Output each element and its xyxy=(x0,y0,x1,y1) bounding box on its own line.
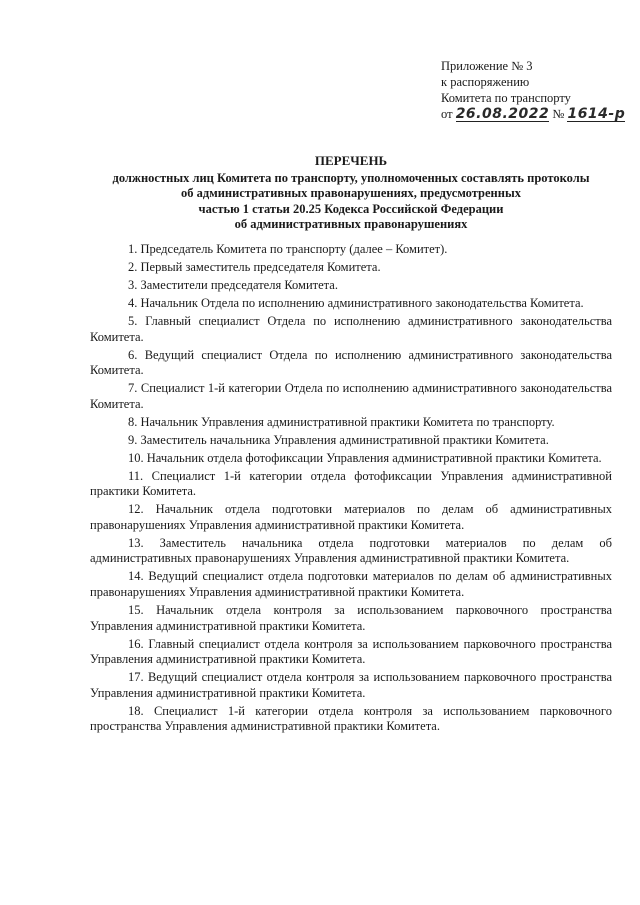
list-item: 15. Начальник отдела контроля за использованием парковочного пространства Управления административной практики Комитета. xyxy=(90,602,612,633)
handwritten-number: 1614-р xyxy=(567,106,626,122)
list-item: 12. Начальник отдела подготовки материалов по делам об административных правонарушениях Управления административной практики Комитета. xyxy=(90,502,612,532)
officials-list xyxy=(90,242,612,737)
title-heading: ПЕРЕЧЕНЬ xyxy=(314,153,388,168)
date-prefix: от xyxy=(441,107,453,121)
title-line: должностных лиц Комитета по транспорту, уполномоченных составлять протоколы xyxy=(112,170,590,185)
list-item: 9. Заместитель начальника Управления административной практики Комитета. xyxy=(128,432,549,447)
appendix-number: Приложение № 3 xyxy=(441,59,533,73)
list-item: 13. Заместитель начальника отдела подготовки материалов по делам об административных правонарушениях Управления административной практики Комитета. xyxy=(90,535,612,566)
title-line: частью 1 статьи 20.25 Кодекса Российской Федерации xyxy=(198,201,504,216)
handwritten-date: 26.08.2022 xyxy=(455,106,550,122)
list-item: 1. Председатель Комитета по транспорту (далее – Комитет). xyxy=(128,242,448,256)
appendix-issuer: Комитета по транспорту xyxy=(441,91,571,105)
list-item: 11. Специалист 1-й категории отдела фотофиксации Управления административной практики Комитета. xyxy=(90,468,612,499)
list-item: 6. Ведущий специалист Отдела по исполнению административного законодательства Комитета. xyxy=(90,347,612,378)
document-title xyxy=(90,153,612,233)
list-item: 2. Первый заместитель председателя Комитета. xyxy=(128,259,381,274)
number-prefix: № xyxy=(552,107,565,121)
list-item: 14. Ведущий специалист отдела подготовки материалов по делам об административных правонарушениях Управления административной практики Комитета. xyxy=(90,569,612,599)
list-item: 16. Главный специалист отдела контроля за использованием парковочного пространства Управления административной практики Комитета. xyxy=(90,636,612,667)
appendix-date-line xyxy=(441,106,626,122)
list-item: 17. Ведущий специалист отдела контроля за использованием парковочного пространства Управления административной практики Комитета. xyxy=(90,670,612,700)
appendix-reference: к распоряжению xyxy=(441,75,530,89)
list-item: 4. Начальник Отдела по исполнению административного законодательства Комитета. xyxy=(128,295,584,310)
title-line: об административных правонарушениях, предусмотренных xyxy=(181,186,521,200)
list-item: 18. Специалист 1-й категории отдела контроля за использованием парковочного пространства Управления административной практики Комитета. xyxy=(90,703,612,734)
list-item: 5. Главный специалист Отдела по исполнению административного законодательства Комитета. xyxy=(90,313,612,344)
list-item: 3. Заместители председателя Комитета. xyxy=(128,277,338,292)
appendix-block xyxy=(441,58,626,122)
list-item: 8. Начальник Управления административной практики Комитета по транспорту. xyxy=(128,414,555,429)
list-item: 10. Начальник отдела фотофиксации Управления административной практики Комитета. xyxy=(128,450,602,465)
list-item: 7. Специалист 1-й категории Отдела по исполнению административного законодательства Комитета. xyxy=(90,381,612,411)
title-line: об административных правонарушениях xyxy=(234,217,468,231)
